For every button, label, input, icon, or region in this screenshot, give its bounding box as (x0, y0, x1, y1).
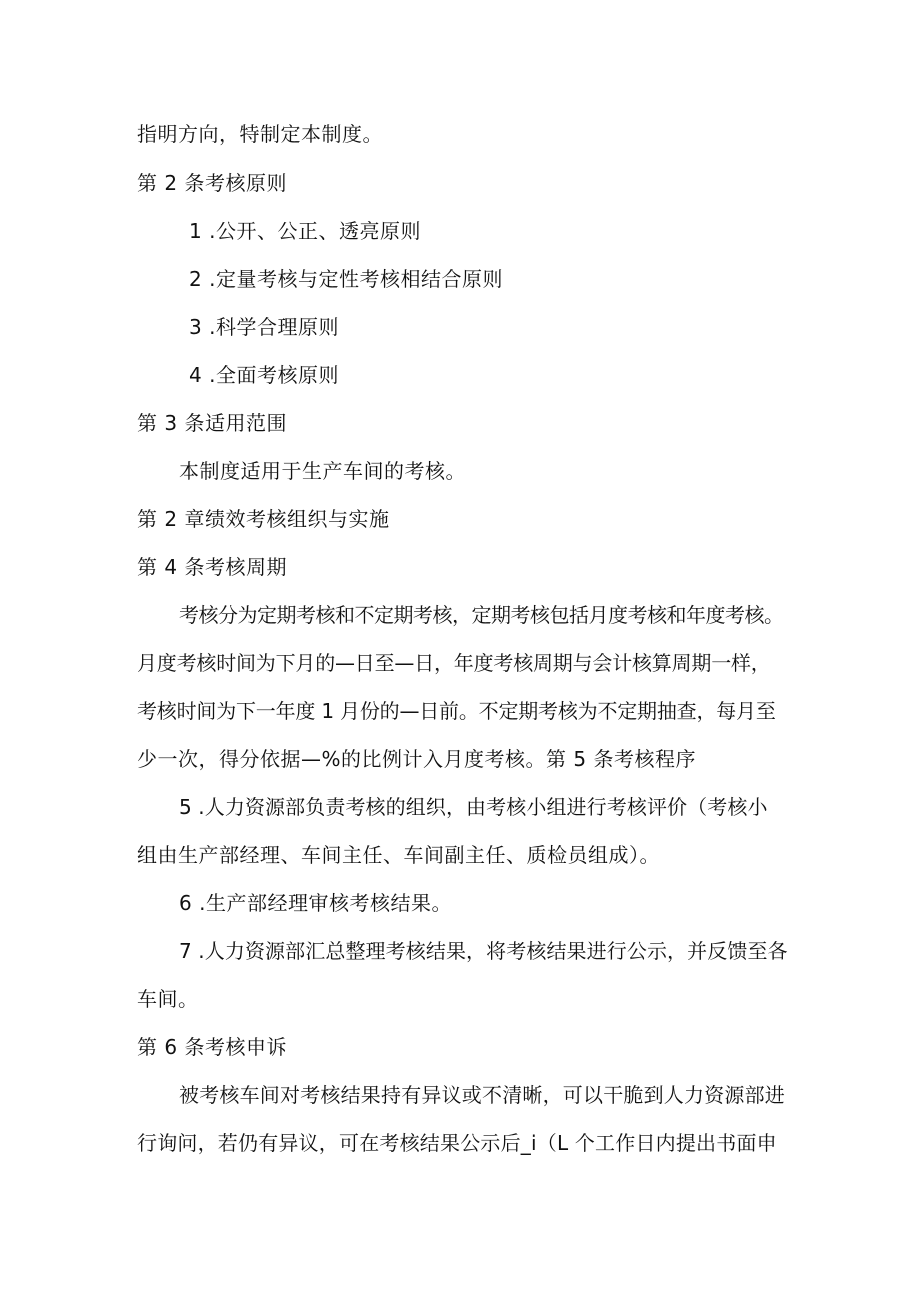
paragraph-text: 行询问，若仍有异议，可在考核结果公示后_i（L 个工作日内提出书面申 (137, 1131, 777, 1155)
list-item: 3 .科学合理原则 (189, 315, 339, 339)
article-heading: 第 6 条考核申诉 (137, 1035, 287, 1059)
list-item: 4 .全面考核原则 (189, 363, 339, 387)
paragraph-text: 被考核车间对考核结果持有异议或不清晰，可以干脆到人力资源部进 (179, 1083, 785, 1107)
article-heading: 第 2 条考核原则 (137, 171, 287, 195)
paragraph-text: 月度考核时间为下月的—日至—日，年度考核周期与会计核算周期一样， (137, 651, 771, 675)
paragraph-text: 少一次，得分依据—%的比例计入月度考核。第 5 条考核程序 (137, 747, 696, 771)
article-heading: 第 4 条考核周期 (137, 555, 287, 579)
list-item: 1 .公开、公正、透亮原则 (189, 219, 421, 243)
list-item: 5 .人力资源部负责考核的组织，由考核小组进行考核评价（考核小 (179, 795, 768, 819)
chapter-heading: 第 2 章绩效考核组织与实施 (137, 507, 390, 531)
paragraph-text: 车间。 (137, 987, 199, 1011)
list-item: 2 .定量考核与定性考核相结合原则 (189, 267, 503, 291)
list-item: 6 .生产部经理审核考核结果。 (179, 891, 452, 915)
article-heading: 第 3 条适用范围 (137, 411, 287, 435)
paragraph-text: 本制度适用于生产车间的考核。 (179, 459, 466, 483)
paragraph-text: 考核时间为下一年度 1 月份的—日前。不定期考核为不定期抽查，每月至 (137, 699, 776, 723)
paragraph-text: 考核分为定期考核和不定期考核，定期考核包括月度考核和年度考核。 (179, 603, 784, 627)
list-item: 7 .人力资源部汇总整理考核结果，将考核结果进行公示，并反馈至各 (179, 939, 788, 963)
paragraph-text: 指明方向，特制定本制度。 (137, 122, 383, 146)
paragraph-text: 组由生产部经理、车间主任、车间副主任、质检员组成）。 (137, 843, 660, 867)
